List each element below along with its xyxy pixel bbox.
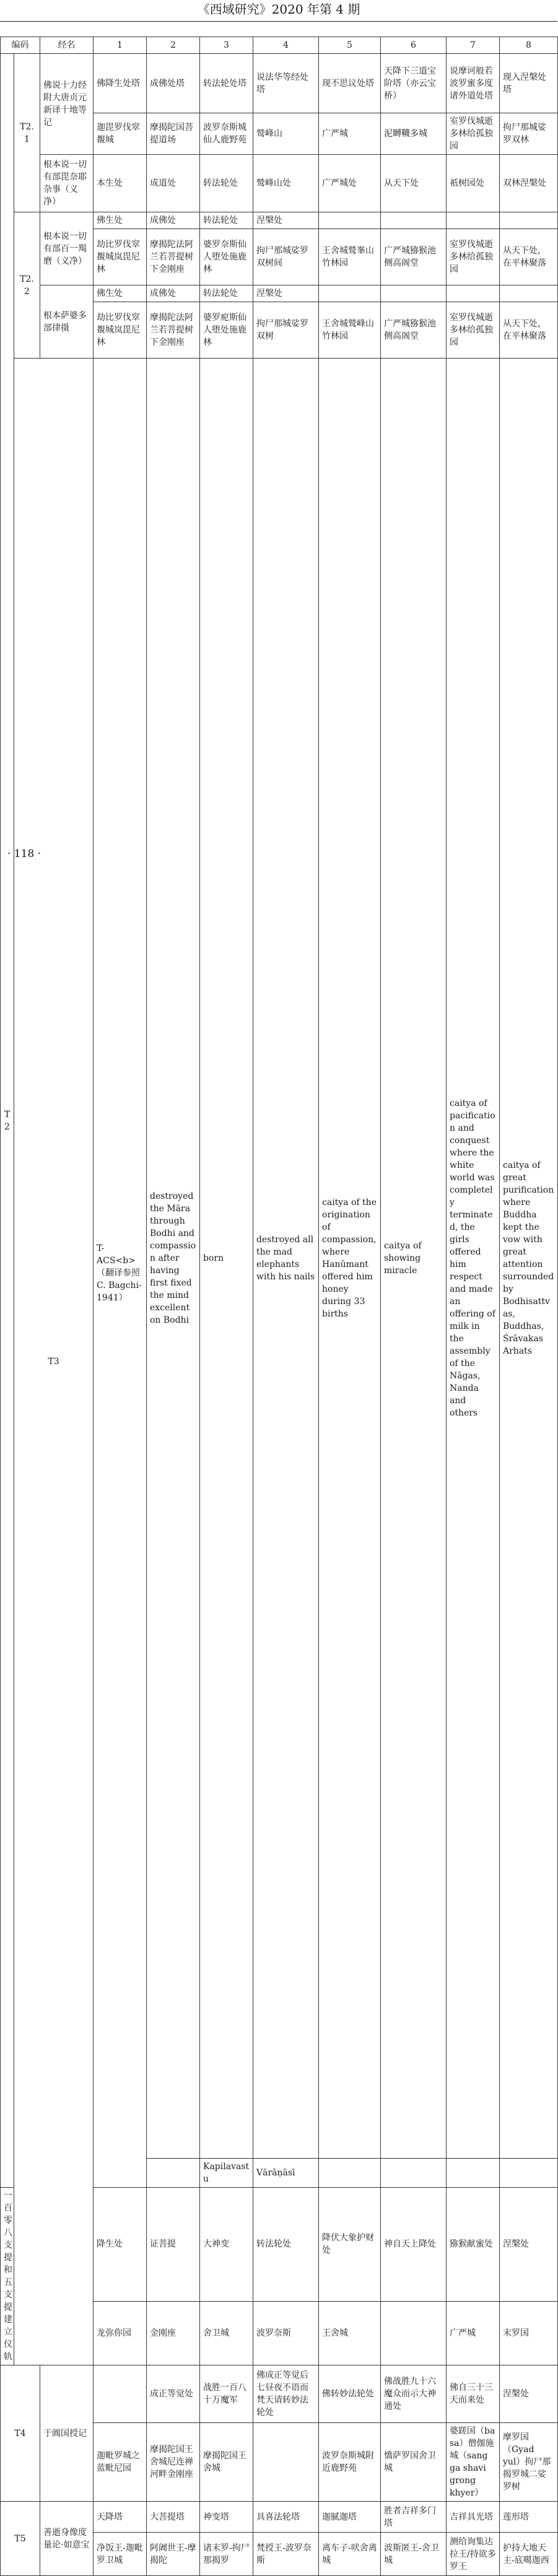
table-cell: 波斯匿王-舍卫城	[381, 2533, 447, 2576]
table-cell: 拘尸那城娑罗双树间	[253, 229, 319, 285]
stupa-comparison-table	[0, 37, 558, 2576]
table-cell: 转法轮处	[253, 2188, 319, 2302]
table-cell: 佛转妙法轮处	[319, 2365, 381, 2423]
table-cell	[447, 212, 500, 229]
sutra-name: 根本说一切有部百一羯磨（义净）	[40, 212, 94, 285]
table-cell: 婆罗痆斯仙人堕处施鹿林	[200, 302, 253, 359]
table-cell: 广严城处	[319, 155, 381, 212]
table-cell: 成道处	[147, 155, 200, 212]
table-cell: 波罗奈斯	[253, 2301, 319, 2365]
table-cell: 天降下三道宝阶塔（亦云宝桥）	[381, 54, 447, 113]
table-cell: 本生处	[94, 155, 147, 212]
table-cell: 佛生处	[94, 212, 147, 229]
table-cell: 婆蹉国（ba sa）僧伽施城（sang ga shavi grong khyer）	[447, 2423, 500, 2502]
table-cell: 降伏大象护财处	[319, 2188, 381, 2302]
col-head-5: 5	[319, 37, 381, 54]
table-cell: 室罗伐城逝多林给孤独园	[447, 302, 500, 359]
table-cell: 祇树园处	[447, 155, 500, 212]
table-cell: 波罗奈斯城仙人鹿野苑	[200, 113, 253, 155]
table-cell: 成佛处	[147, 212, 200, 229]
col-head-4: 4	[253, 37, 319, 54]
table-cell	[381, 2159, 447, 2188]
table-cell	[381, 2301, 447, 2365]
table-cell: 成佛处塔	[147, 54, 200, 113]
table-cell: 金刚座	[147, 2301, 200, 2365]
table-cell: 莲形塔	[500, 2502, 558, 2533]
table-cell: 室罗伐城逝多林给孤独园	[447, 229, 500, 285]
table-cell: 摩揭陀国王舍城尼连禅河畔金刚座	[147, 2423, 200, 2502]
table-cell: Vārāṇāsī	[253, 2159, 319, 2188]
table-cell	[500, 2159, 558, 2188]
table-cell	[253, 2423, 319, 2502]
table-cell: 佛自三十三天而来处	[447, 2365, 500, 2423]
table-cell: 广严城	[447, 2301, 500, 2365]
table-cell: 从天下处	[381, 155, 447, 212]
table-cell: 佛降生处塔	[94, 54, 147, 113]
table-cell: born	[200, 359, 253, 2159]
code-cell: T3	[14, 359, 94, 2365]
table-cell: 迦毗罗城之蓝毗尼园	[94, 2423, 147, 2502]
table-row	[1, 359, 558, 2159]
sutra-name: 根本萨婆多部律摄	[40, 285, 94, 359]
table-cell: 龙弥你园	[94, 2301, 147, 2365]
subcode-cell: T2. 2	[14, 212, 40, 359]
table-cell: 舍卫城	[200, 2301, 253, 2365]
table-cell: 从天下处，在平林聚落	[500, 302, 558, 359]
table-cell: 波罗奈斯城附近鹿野苑	[319, 2423, 381, 2502]
sutra-name: 善逝身像度量论·如意宝	[40, 2502, 94, 2576]
table-cell: 拘尸那城娑罗双林	[500, 113, 558, 155]
table-cell: destroyed the Māra through Bodhi and compassion after having first fixed the mind excellent on Bodhi	[147, 359, 200, 2159]
sutra-name: 佛说十力经附大唐贞元新译十地等记	[40, 54, 94, 155]
table-cell: 王舍城鹫峰山竹林园	[319, 302, 381, 359]
table-cell	[381, 212, 447, 229]
table-cell: 末罗国	[500, 2301, 558, 2365]
table-cell: 神变塔	[200, 2502, 253, 2533]
table-cell: 佛成正等觉后七昼夜不语而梵天请转妙法轮处	[253, 2365, 319, 2423]
table-cell: 鹫峰山处	[253, 155, 319, 212]
table-cell: 大菩提塔	[147, 2502, 200, 2533]
table-cell: caitya of pacification and conquest where the white world was completely terminated, the girls offered him respect and made an offering of milk in the assembly of the Nāgas, Nanda and others	[447, 359, 500, 2159]
table-cell: caitya of the origination of compassion, where Hanūmant offered him honey during 33 births	[319, 359, 381, 2159]
table-cell: Kapilavastu	[200, 2159, 253, 2188]
journal-header: 《西域研究》2020 年第 4 期	[197, 2, 360, 17]
table-cell: 泥嚩韈多城	[381, 113, 447, 155]
col-head-6: 6	[381, 37, 447, 54]
table-cell: 迦毘罗伐窣覩城	[94, 113, 147, 155]
table-row	[1, 2365, 558, 2423]
table-cell: 说法华等经处塔	[253, 54, 319, 113]
table-cell: 成佛处	[147, 285, 200, 302]
table-cell: destroyed all the mad elephants with his nails	[253, 359, 319, 2159]
table-cell: 吉祥具光塔	[447, 2502, 500, 2533]
code-cell: T4	[1, 2365, 40, 2502]
table-row	[1, 54, 558, 113]
sutra-name: T-ACS<b>（翻译参照 C. Bagchi-1941）	[94, 359, 147, 2188]
table-cell: 护持大地天主-底噶迦西	[500, 2533, 558, 2576]
col-head-name: 经名	[40, 37, 94, 54]
table-cell	[94, 2365, 147, 2423]
table-cell: 广严城猕猴池侧高阁堂	[381, 229, 447, 285]
table-cell	[447, 2159, 500, 2188]
table-cell: 神自天上降处	[381, 2188, 447, 2302]
table-cell	[147, 2159, 200, 2188]
table-cell: 涅槃处	[500, 2188, 558, 2302]
sutra-name: 一百零八支提和五支提建立仪轨	[1, 2188, 14, 2365]
table-cell: 胜者吉祥多门塔	[381, 2502, 447, 2533]
table-cell: 梵授王-波罗奈斯	[253, 2533, 319, 2576]
table-cell: 涅槃处	[253, 212, 319, 229]
table-cell: 转法轮处塔	[200, 54, 253, 113]
table-cell: 说摩诃般若波罗蜜多度诸外道处塔	[447, 54, 500, 113]
table-cell: 阿阇世王-摩揭陀	[147, 2533, 200, 2576]
table-cell: 憍萨罗国舍卫城	[381, 2423, 447, 2502]
table-cell: 诸末罗-拘尸那揭罗	[200, 2533, 253, 2576]
table-cell: 涅槃处	[253, 285, 319, 302]
table-cell: 拘尸那城娑罗双树	[253, 302, 319, 359]
table-cell: 佛生处	[94, 285, 147, 302]
table-cell: 广严城猕猴池侧高阁堂	[381, 302, 447, 359]
table-cell: 摩揭陀法阿兰若菩提树下金刚座	[147, 302, 200, 359]
table-cell: 摩揭陀国菩提道场	[147, 113, 200, 155]
table-cell	[500, 212, 558, 229]
table-cell: 测给询集达拉王/持欲多罗王	[447, 2533, 500, 2576]
table-cell: 猕猴献蜜处	[447, 2188, 500, 2302]
table-cell: caitya of showing miracle	[381, 359, 447, 2159]
sutra-name: 根本说一切有部毘奈耶杂事（义净）	[40, 155, 94, 212]
table-cell: 现不思议处塔	[319, 54, 381, 113]
table-cell: 广严城	[319, 113, 381, 155]
col-head-8: 8	[500, 37, 558, 54]
table-cell: 证菩提	[147, 2188, 200, 2302]
col-head-7: 7	[447, 37, 500, 54]
subcode-cell: T2. 1	[14, 54, 40, 212]
table-row	[1, 212, 558, 229]
table-cell: 摩罗国（Gyad yul）拘尸那揭罗城二娑罗树	[500, 2423, 558, 2502]
table-cell	[447, 285, 500, 302]
table-cell: 降生处	[94, 2188, 147, 2302]
table-cell: 王舍城鹫峯山竹林园	[319, 229, 381, 285]
code-cell: T5	[1, 2502, 40, 2576]
col-head-3: 3	[200, 37, 253, 54]
table-row	[1, 155, 558, 212]
table-cell: 迦腻迦塔	[319, 2502, 381, 2533]
page-number: · 118 ·	[7, 848, 41, 860]
table-cell: 劫比罗伐窣覩城岚毘尼林	[94, 302, 147, 359]
table-cell: 从天下处，在平林聚落	[500, 229, 558, 285]
table-cell	[319, 2159, 381, 2188]
table-cell: 现入涅槃处塔	[500, 54, 558, 113]
table-cell: 转法轮处	[200, 285, 253, 302]
table-cell: 婆罗奈斯仙人堕处施鹿林	[200, 229, 253, 285]
table-cell: 摩揭陀法阿兰若菩提树下金刚座	[147, 229, 200, 285]
table-cell: 天降塔	[94, 2502, 147, 2533]
table-cell	[500, 285, 558, 302]
table-cell	[319, 212, 381, 229]
table-cell: 转法轮处	[200, 155, 253, 212]
sutra-name: 于阗国授记	[40, 2365, 94, 2502]
table-cell: 劫比罗伐窣覩城岚毘尼林	[94, 229, 147, 285]
table-cell: 具喜法轮塔	[253, 2502, 319, 2533]
table-cell: 室罗伐城逝多林给孤独园	[447, 113, 500, 155]
table-cell: 摩揭陀国王舍城	[200, 2423, 253, 2502]
table-cell	[319, 285, 381, 302]
table-cell: 鹫峰山	[253, 113, 319, 155]
col-head-2: 2	[147, 37, 200, 54]
table-row	[1, 285, 558, 302]
table-cell	[381, 285, 447, 302]
table-cell: 净饭王-迦毗罗卫城	[94, 2533, 147, 2576]
table-cell: 大神变	[200, 2188, 253, 2302]
table-cell: 转法轮处	[200, 212, 253, 229]
table-cell: caitya of great purification where Buddha kept the vow with great attention surrounded by Bodhisattvas, Buddhas, Śrāvakas Arhats	[500, 359, 558, 2159]
table-cell: 王舍城	[319, 2301, 381, 2365]
table-cell: 涅槃处	[500, 2365, 558, 2423]
table-row	[1, 2502, 558, 2533]
table-cell: 双林涅槃处	[500, 155, 558, 212]
code-cell: T2	[1, 54, 14, 2188]
header-row	[1, 37, 558, 54]
header-rule	[0, 21, 557, 22]
table-cell: 战胜一百八十万魔军	[200, 2365, 253, 2423]
table-cell: 离车子-吠舍离城	[319, 2533, 381, 2576]
table-cell: 成正等觉处	[147, 2365, 200, 2423]
table-cell: 佛战胜九十六魔众而示大神通处	[381, 2365, 447, 2423]
col-head-code: 编码	[1, 37, 40, 54]
col-head-1: 1	[94, 37, 147, 54]
